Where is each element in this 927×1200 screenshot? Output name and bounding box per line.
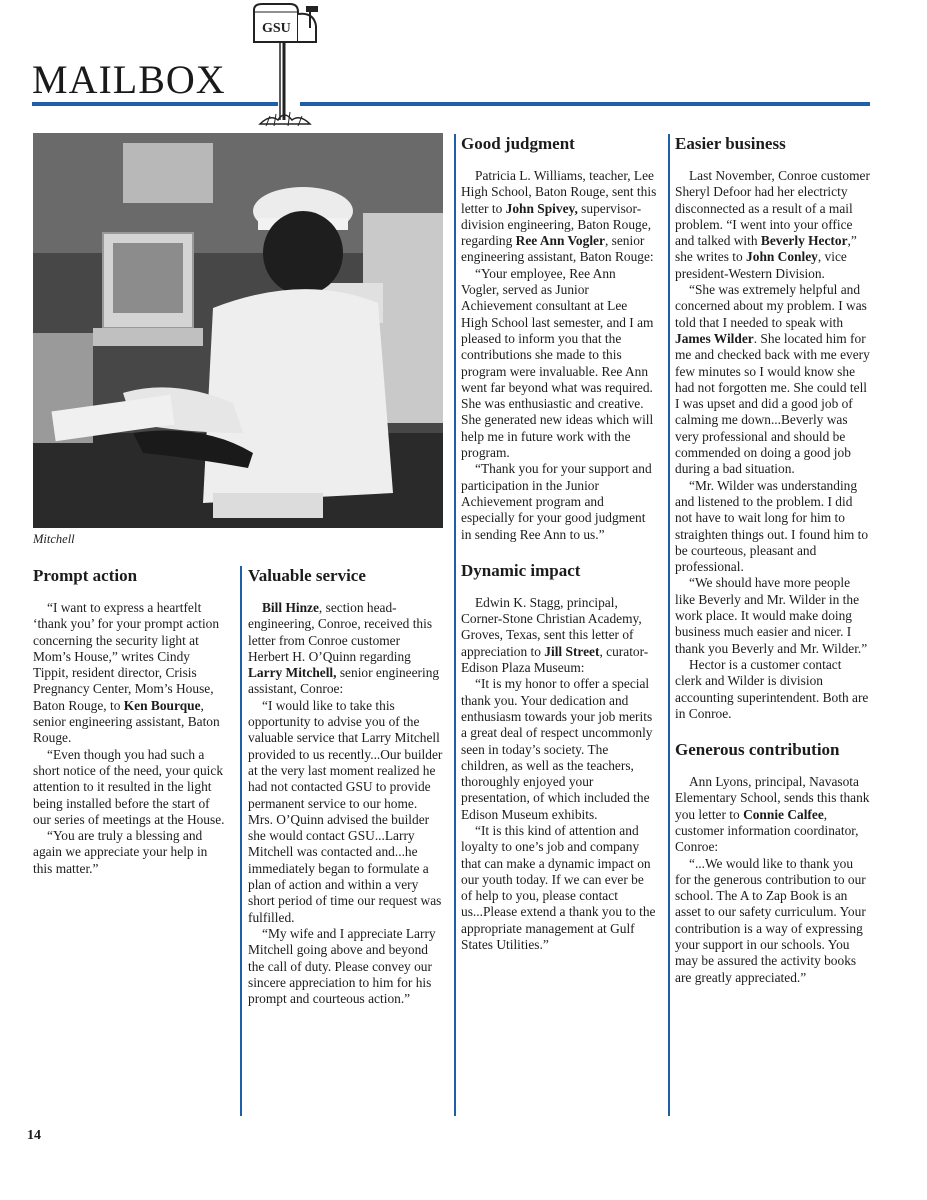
article-heading: Valuable service — [248, 566, 366, 585]
article-generous-contribution — [675, 740, 871, 986]
article-heading: Generous contribution — [675, 740, 840, 760]
article-valuable-service — [248, 566, 444, 1007]
article-paragraph: “...We would like to thank you for the generous contribution to our school. The A to Zap Book is an asset to our safety curriculum. Your contribution is a way of expressing your support in our schools. You may be assured the activity books are greatly appreciated.” — [675, 855, 866, 985]
article-heading: Dynamic impact — [461, 560, 581, 580]
article-prompt-action — [33, 566, 228, 877]
article-good-judgment — [461, 134, 657, 953]
page-number: 14 — [27, 1128, 41, 1143]
article-paragraph: “It is my honor to offer a special thank you. Your dedication and enthusiasm towards your job merits a great deal of respect uncommonly seen in today’s society. The children, as well as the teachers, thoroughly enjoyed your presentation, of which included the Edison Museum exhibits. — [461, 676, 653, 822]
article-easier-business — [675, 134, 871, 986]
article-paragraph: “My wife and I appreciate Larry Mitchell going above and beyond the call of duty. Please convey our sincere appreciation to him for his prompt and courteous action.” — [248, 925, 436, 1007]
photo-mitchell — [33, 133, 443, 528]
article-paragraph: Edwin K. Stagg, principal, Corner-Stone Christian Academy, Groves, Texas, sent this letter of appreciation to Jill Street, curator- Edison Plaza Museum: — [461, 594, 649, 676]
article-paragraph: “I would like to take this opportunity to advise you of the valuable service that Larry Mitchell provided to us recently...Our builder at the very last moment realized he had not contacted GSU to provide permanent service to our home. Mrs. O’Quinn advised the builder she would contact GSU...Larry Mitchell was contacted and...he immediately began to formulate a plan of action and within a very short period of time our request was fulfilled. — [248, 697, 443, 925]
article-heading: Good judgment — [461, 134, 575, 153]
page-title: MAILBOX — [32, 57, 226, 102]
article-paragraph: “Your employee, Ree Ann Vogler, served as Junior Achievement consultant at Lee High School last semester, and I am pleased to inform you that the contributions she made to this program were invaluable. Ree Ann went far beyond what was required. She was enthusiastic and creative. She generated new ideas which will help me in future work with the program. — [461, 265, 654, 461]
article-paragraph: “Mr. Wilder was understanding and listened to the problem. I did not have to wait long for him to straighten things out. I found him to be courteous, pleasant and professional. — [675, 477, 869, 575]
article-paragraph: Ann Lyons, principal, Navasota Elementary School, sends this thank you letter to Connie Calfee, customer information coordinator, Conroe: — [675, 774, 870, 855]
article-paragraph: “Thank you for your support and participation in the Junior Achievement program and especially for your good judgment in sending Ree Ann to us.” — [461, 461, 652, 542]
article-dynamic-impact — [461, 561, 657, 954]
article-paragraph: Bill Hinze, section head-engineering, Conroe, received this letter from Conroe customer Herbert H. O’Quinn regarding Larry Mitchell, senior engineering assistant, Conroe: — [248, 600, 440, 697]
article-paragraph: “We should have more people like Beverly and Mr. Wilder in the work place. It would make doing business much easier and nicer. I thank you Beverly and Mr. Wilder.” — [675, 575, 868, 656]
article-paragraph: “She was extremely helpful and concerned about my problem. I was told that I needed to speak with James Wilder. She located him for me and checked back with me every few minutes so I would know she had not forgotten me. She could tell I was upset and did a good job of calming me down...Beverly was very professional and should be commended on doing a good job during a bad situation. — [675, 282, 870, 477]
mailbox-label: GSU — [262, 21, 291, 36]
article-paragraph: “Even though you had such a short notice of the need, your quick attention to it resulted in the light being installed before the start of our series of meetings at the House. — [33, 746, 225, 827]
column-divider — [668, 134, 670, 1116]
header-rule-right — [300, 102, 870, 106]
column-divider — [454, 134, 456, 1116]
article-paragraph: Patricia L. Williams, teacher, Lee High School, Baton Rouge, sent this letter to John Spivey, supervisor-division engineering, Baton Rouge, regarding Ree Ann Vogler, senior engineering assistant, Baton Rouge: — [461, 168, 657, 265]
article-paragraph: “I want to express a heartfelt ‘thank you’ for your prompt action concerning the security light at Mom’s House,” writes Cindy Tippit, resident director, Crisis Pregnancy Center, Mom’s House, Baton Rouge, to Ken Bourque, senior engineering assistant, Baton Rouge. — [33, 600, 220, 746]
article-paragraph: “You are truly a blessing and again we appreciate your help in this matter.” — [33, 828, 208, 876]
mailbox-icon — [240, 2, 330, 132]
column-divider — [240, 566, 242, 1116]
article-heading: Easier business — [675, 134, 786, 153]
article-heading: Prompt action — [33, 566, 138, 585]
article-paragraph: Hector is a customer contact clerk and Wilder is division accounting superintendent. Both are in Conroe. — [675, 656, 869, 721]
article-paragraph: “It is this kind of attention and loyalty to one’s job and company that can make a dynamic impact on our youth today. If we can ever be of help to you, please contact us...Please extend a thank you to the appropriate management at Gulf States Utilities.” — [461, 822, 656, 953]
photo-caption: Mitchell — [33, 532, 75, 546]
article-paragraph: Last November, Conroe customer Sheryl Defoor had her electricty disconnected as a result of a mail problem. “I went into your office and talked with Beverly Hector,” she writes to John Conley, vice president-Western Division. — [675, 168, 870, 281]
